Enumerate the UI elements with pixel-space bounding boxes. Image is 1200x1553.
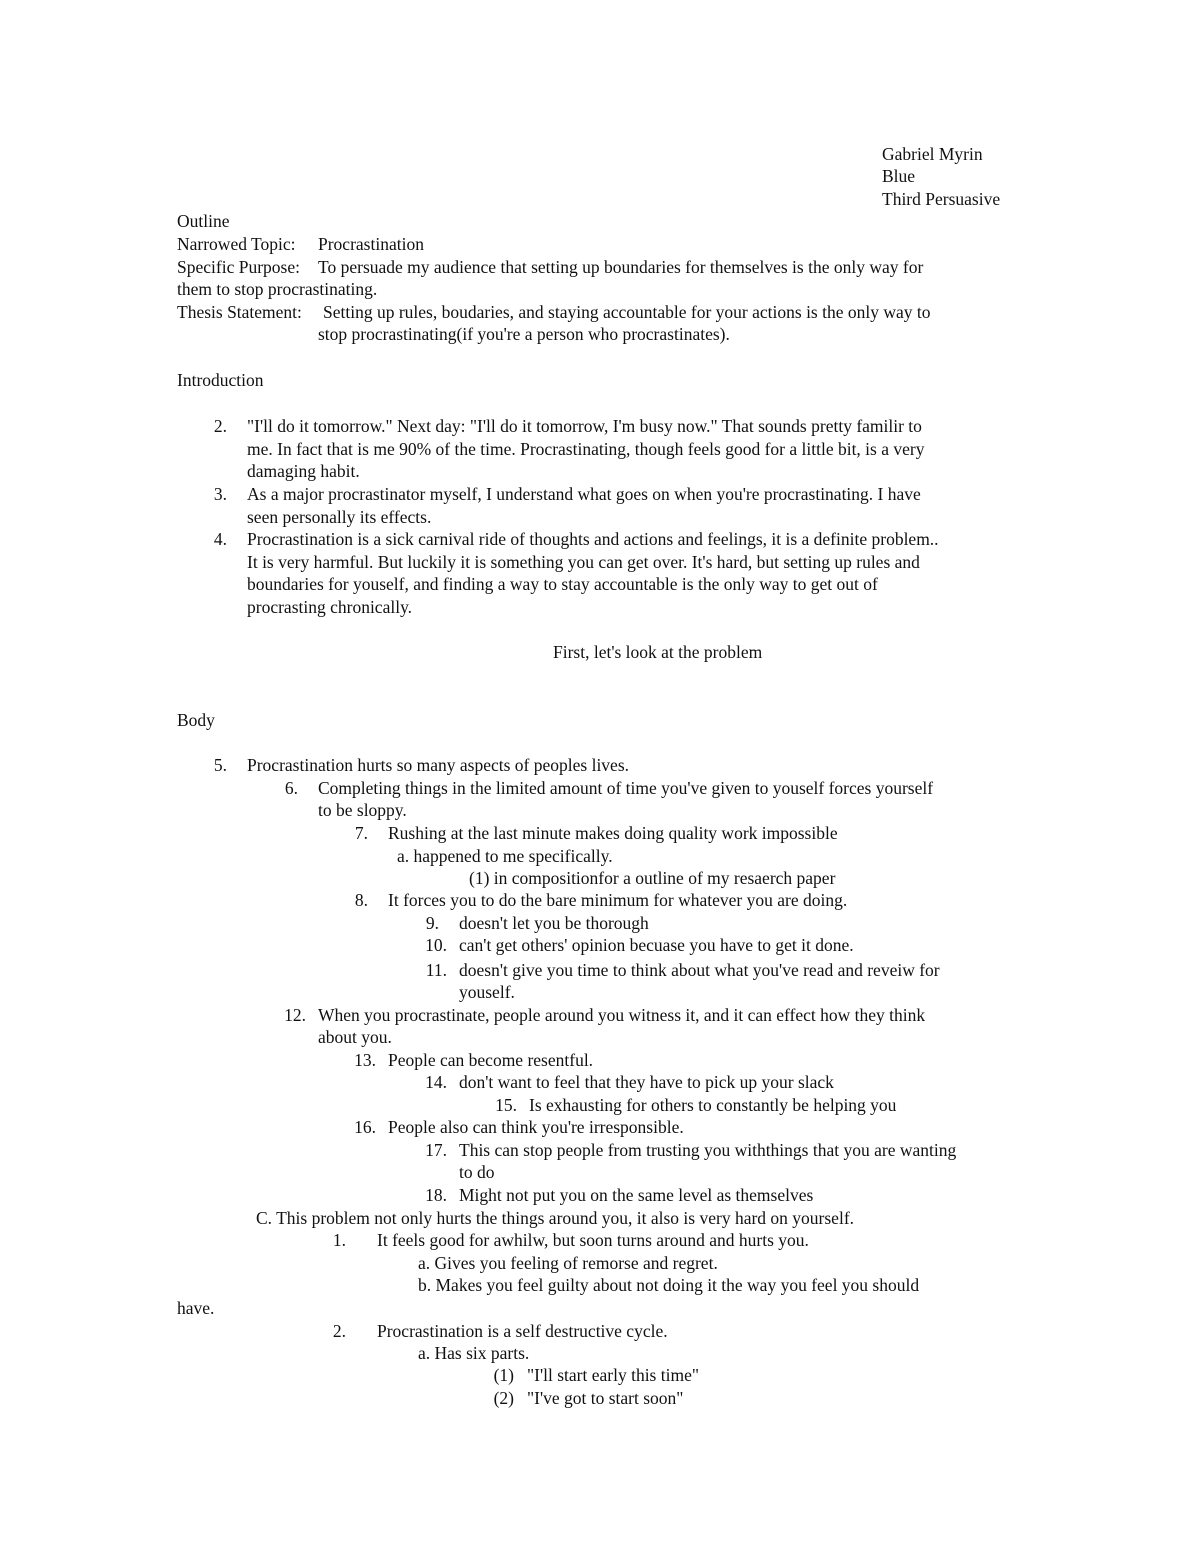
list-number: 9. (425, 913, 439, 933)
list-number: 5. (213, 755, 227, 775)
assignment-name: Third Persuasive (882, 189, 1001, 209)
list-item-line: When you procrastinate, people around you witness it, and it can effect how they think (318, 1005, 926, 1025)
list-item-line: seen personally its effects. (247, 507, 432, 527)
list-item-line: "I've got to start soon" (527, 1388, 684, 1408)
list-number: (2) (493, 1388, 514, 1408)
list-item-line: Rushing at the last minute makes doing quality work impossible (388, 823, 838, 843)
list-number: 1. (332, 1230, 346, 1250)
list-item-line: about you. (318, 1027, 392, 1047)
list-item-line: C. This problem not only hurts the things around you, it also is very hard on yourself. (256, 1208, 855, 1228)
list-item-line: People also can think you're irresponsible. (388, 1117, 684, 1137)
list-item-line: a. Gives you feeling of remorse and regret. (418, 1253, 718, 1273)
list-item-line: have. (177, 1298, 215, 1318)
list-item-line: "I'll do it tomorrow." Next day: "I'll do it tomorrow, I'm busy now." That sounds pretty familir to (247, 416, 922, 436)
outline-title: Outline (177, 211, 230, 231)
list-number: 6. (284, 778, 298, 798)
list-number: 18. (425, 1185, 447, 1205)
list-number: 12. (284, 1005, 306, 1025)
author-name: Gabriel Myrin (882, 144, 983, 164)
list-item-line: me. In fact that is me 90% of the time. Procrastinating, though feels good for a little bit, is a very (247, 439, 925, 459)
list-item-line: don't want to feel that they have to pick up your slack (459, 1072, 834, 1092)
list-item-line: It forces you to do the bare minimum for whatever you are doing. (388, 890, 848, 910)
list-item-line: Procrastination is a self destructive cycle. (377, 1321, 668, 1341)
list-number: 14. (425, 1072, 447, 1092)
list-item-line: It feels good for awhilw, but soon turns around and hurts you. (377, 1230, 809, 1250)
list-item-line: As a major procrastinator myself, I understand what goes on when you're procrastinating. I have (247, 484, 921, 504)
list-number: 10. (425, 935, 447, 955)
list-item-line: boundaries for youself, and finding a way to stay accountable is the only way to get out of (247, 574, 878, 594)
introduction-heading: Introduction (177, 370, 264, 390)
list-item-line: Procrastination is a sick carnival ride of thoughts and actions and feelings, it is a definite problem.. (247, 529, 939, 549)
thesis-line: Setting up rules, boudaries, and staying accountable for your actions is the only way to (323, 302, 931, 322)
list-item-line: Might not put you on the same level as themselves (459, 1185, 814, 1205)
list-number: 13. (354, 1050, 376, 1070)
narrowed-topic-value: Procrastination (318, 234, 424, 254)
list-item-line: youself. (459, 982, 515, 1002)
list-item-line: damaging habit. (247, 461, 360, 481)
specific-purpose-line: To persuade my audience that setting up boundaries for themselves is the only way for (318, 257, 924, 277)
list-number: 4. (213, 529, 227, 549)
list-number: 3. (213, 484, 227, 504)
list-item-line: This can stop people from trusting you withthings that you are wanting (459, 1140, 957, 1160)
list-item-line: to do (459, 1162, 495, 1182)
narrowed-topic-label: Narrowed Topic: (177, 234, 296, 254)
list-item-line: "I'll start early this time" (527, 1365, 699, 1385)
thesis-label: Thesis Statement: (177, 302, 302, 322)
list-item-line: Is exhausting for others to constantly be helping you (529, 1095, 897, 1115)
specific-purpose-label: Specific Purpose: (177, 257, 300, 277)
list-number: 11. (425, 960, 447, 980)
list-number: 16. (354, 1117, 376, 1137)
list-number: (1) (493, 1365, 514, 1385)
list-item-line: a. Has six parts. (418, 1343, 530, 1363)
specific-purpose-line: them to stop procrastinating. (177, 279, 378, 299)
list-item-line: Procrastination hurts so many aspects of peoples lives. (247, 755, 630, 775)
list-item-line: a. happened to me specifically. (397, 846, 613, 866)
thesis-line: stop procrastinating(if you're a person who procrastinates). (318, 324, 730, 344)
list-item-line: doesn't give you time to think about what you've read and reveiw for (459, 960, 940, 980)
list-item-line: doesn't let you be thorough (459, 913, 649, 933)
list-number: 7. (354, 823, 368, 843)
list-number: 2. (332, 1321, 346, 1341)
transition-text: First, let's look at the problem (553, 642, 763, 662)
body-heading: Body (177, 710, 215, 730)
list-item-line: b. Makes you feel guilty about not doing it the way you feel you should (418, 1275, 920, 1295)
list-number: 2. (213, 416, 227, 436)
list-number: 15. (495, 1095, 517, 1115)
list-item-line: It is very harmful. But luckily it is something you can get over. It's hard, but setting up rules and (247, 552, 920, 572)
list-item-line: (1) in compositionfor a outline of my resaerch paper (469, 868, 836, 888)
list-item-line: procrasting chronically. (247, 597, 413, 617)
list-item-line: to be sloppy. (318, 800, 407, 820)
list-item-line: People can become resentful. (388, 1050, 594, 1070)
class-period: Blue (882, 166, 916, 186)
list-item-line: Completing things in the limited amount of time you've given to youself forces yourself (318, 778, 934, 798)
list-number: 17. (425, 1140, 447, 1160)
list-number: 8. (354, 890, 368, 910)
list-item-line: can't get others' opinion becuase you have to get it done. (459, 935, 854, 955)
